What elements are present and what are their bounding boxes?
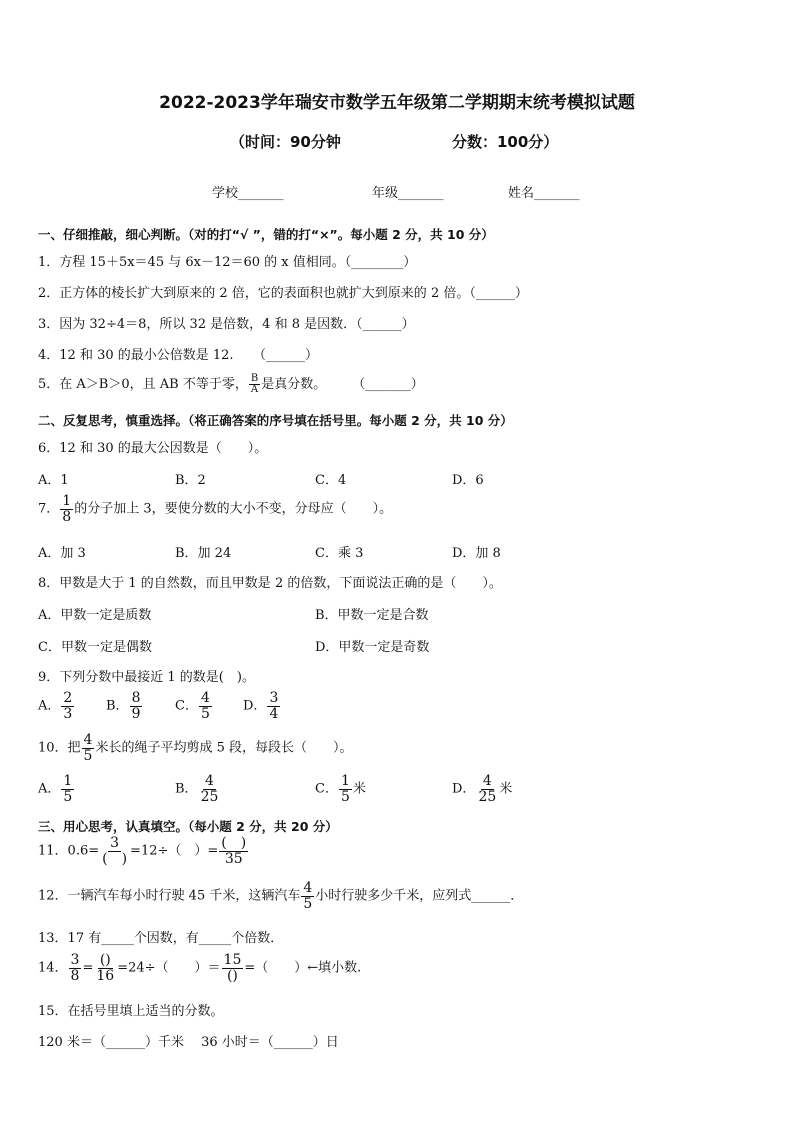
- q9-option-c: [175, 691, 213, 721]
- option-label: B．: [106, 698, 129, 714]
- question-7-post: 的分子加上 3，要使分数的大小不变，分母应（ ）。: [74, 501, 393, 517]
- question-12-pre: 12．一辆汽车每小时行驶 45 千米，这辆汽车: [38, 888, 301, 904]
- question-11: [38, 836, 249, 866]
- grade-field: 年级_______: [372, 186, 444, 201]
- fraction-numerator: 2: [63, 690, 73, 706]
- q8-option-b: B．甲数一定是合数: [315, 608, 429, 623]
- q7-option-a: A．加 3: [38, 546, 86, 561]
- exam-time: （时间：90分钟: [230, 133, 341, 151]
- fraction-denominator: 3: [63, 705, 73, 722]
- question-6: 6．12 和 30 的最大公因数是（ ）。: [38, 441, 268, 456]
- question-14-mid: =24÷（ ）＝: [117, 960, 221, 976]
- fraction-numerator: 15: [223, 952, 242, 968]
- exam-score: 分数：100分）: [452, 133, 559, 151]
- option-unit: 米: [499, 781, 513, 797]
- question-2: 2．正方体的棱长扩大到原来的 2 倍，它的表面积也就扩大到原来的 2 倍。（______）: [38, 286, 528, 301]
- question-11-mid: =12÷（ ）=: [130, 843, 219, 859]
- q10-option-d: [452, 774, 512, 804]
- fraction-numerator: 3: [70, 952, 80, 968]
- option-fraction: [476, 774, 498, 804]
- fraction-blank-1: [100, 836, 129, 866]
- fraction-denominator: ( ): [102, 850, 128, 867]
- question-15: 15．在括号里填上适当的分数。: [38, 1004, 224, 1019]
- q9-option-d: [243, 691, 281, 721]
- fraction-denominator: 35: [224, 850, 243, 867]
- q7-option-c: C．乘 3: [315, 546, 364, 561]
- q7-option-b: B．加 24: [175, 546, 232, 561]
- q8-option-a: A．甲数一定是质数: [38, 608, 152, 623]
- q10-option-a: [38, 774, 75, 804]
- option-label: B．: [175, 781, 198, 797]
- q6-option-c: C．4: [315, 473, 347, 488]
- question-5-pre: 5．在 A＞B＞0，且 AB 不等于零，: [38, 377, 248, 392]
- fraction-numerator: 3: [110, 835, 120, 851]
- option-fraction: [61, 774, 74, 804]
- question-10-post: 米长的绳子平均剪成 5 段，每段长（ ）。: [95, 740, 353, 756]
- q6-option-a: A．1: [38, 473, 69, 488]
- fraction-blank-over-16: [94, 953, 116, 983]
- fraction-15-over-blank: [222, 953, 244, 983]
- section2-heading: 二、反复思考，慎重选择。（将正确答案的序号填在括号里。每小题 2 分，共 10 分）: [38, 413, 513, 428]
- fraction-numerator: ( ): [221, 835, 247, 851]
- school-field: 学校_______: [212, 186, 284, 201]
- question-5: [38, 373, 424, 396]
- fraction-numerator: 4: [200, 690, 210, 706]
- fraction-numerator: 4: [303, 880, 313, 896]
- q7-option-d: D．加 8: [452, 546, 501, 561]
- question-9: 9．下列分数中最接近 1 的数是( )。: [38, 670, 255, 685]
- fraction-numerator: 4: [205, 773, 214, 789]
- equals-sign: =: [82, 960, 94, 976]
- question-1: 1．方程 15＋5x＝45 与 6x－12＝60 的 x 值相同。（________）: [38, 255, 417, 270]
- fraction-denominator: 5: [83, 747, 93, 764]
- section1-heading: 一、仔细推敲，细心判断。（对的打“√ ”，错的打“×”。每小题 2 分，共 10 分）: [38, 227, 494, 242]
- name-field: 姓名_______: [508, 186, 580, 201]
- question-4: 4．12 和 30 的最小公倍数是 12. （______）: [38, 348, 319, 363]
- question-14-pre: 14．: [38, 960, 68, 976]
- option-label: C．: [315, 781, 338, 797]
- option-label: C．: [175, 698, 198, 714]
- question-7: [38, 494, 392, 524]
- fraction-numerator: 1: [63, 773, 73, 789]
- fraction-denominator: 5: [200, 705, 210, 722]
- fraction-denominator: 8: [62, 508, 72, 525]
- fraction-numerator: (): [99, 952, 111, 968]
- q8-option-d: D．甲数一定是奇数: [315, 640, 430, 655]
- fraction-denominator: 25: [200, 788, 219, 805]
- fraction-denominator: 5: [303, 895, 313, 912]
- option-unit: 米: [352, 781, 366, 797]
- question-8: 8．甲数是大于 1 的自然数，而且甲数是 2 的倍数，下面说法正确的是（ ）。: [38, 576, 502, 591]
- question-13: 13．17 有_____个因数，有_____个倍数．: [38, 931, 284, 946]
- fraction-numerator: 1: [62, 493, 72, 509]
- option-label: D．: [452, 781, 476, 797]
- fraction-denominator: 25: [478, 788, 497, 805]
- fraction-denominator: 9: [131, 705, 141, 722]
- option-fraction: [61, 691, 74, 721]
- option-fraction: [130, 691, 143, 721]
- section3-heading: 三、用心思考，认真填空。（每小题 2 分，共 20 分）: [38, 819, 338, 834]
- question-15-blanks: 120 米＝（______）千米 36 小时＝（______）日: [38, 1035, 339, 1050]
- question-11-pre: 11．0.6=: [38, 843, 100, 859]
- fraction-denominator: 5: [340, 788, 350, 805]
- q10-option-b: [175, 774, 221, 804]
- fraction-denominator: 5: [63, 788, 73, 805]
- option-label: A．: [38, 781, 61, 797]
- fraction-blank-2: [219, 836, 248, 866]
- question-5-post: 是真分数。 （_______）: [261, 377, 424, 392]
- fraction-denominator: 8: [70, 967, 80, 984]
- fraction-numerator: 4: [83, 732, 93, 748]
- fraction-denominator: 16: [96, 967, 115, 984]
- question-3: 3．因为 32÷4＝8，所以 32 是倍数，4 和 8 是因数．（______）: [38, 317, 415, 332]
- option-fraction: [339, 774, 352, 804]
- question-12-post: 小时行驶多少千米，应列式______．: [315, 888, 524, 904]
- fraction-four-fifths: [82, 733, 95, 763]
- fraction-numerator: 4: [482, 773, 492, 789]
- q6-option-d: D．6: [452, 473, 484, 488]
- option-fraction: [199, 774, 221, 804]
- q9-option-b: [106, 691, 143, 721]
- fraction-denominator: A: [250, 384, 259, 395]
- question-14: [38, 953, 361, 983]
- fraction-three-eighths: [69, 953, 82, 983]
- question-7-pre: 7．: [38, 501, 60, 517]
- q10-option-c: [315, 774, 366, 804]
- fraction-numerator: 3: [269, 690, 279, 706]
- option-fraction: [267, 691, 280, 721]
- fraction-numerator: 1: [340, 773, 350, 789]
- fraction-four-fifths: [301, 881, 314, 911]
- fraction-numerator: B: [250, 372, 259, 384]
- option-label: A．: [38, 698, 61, 714]
- option-fraction: [199, 691, 212, 721]
- fraction-one-eighth: [60, 494, 73, 524]
- q8-option-c: C．甲数一定是偶数: [38, 640, 152, 655]
- question-10-pre: 10．把: [38, 740, 81, 756]
- fraction-numerator: 8: [131, 690, 141, 706]
- question-14-post: =（ ）←填小数.: [244, 960, 362, 976]
- q6-option-b: B．2: [175, 473, 206, 488]
- q9-option-a: [38, 691, 75, 721]
- fraction-b-over-a: [249, 374, 260, 396]
- option-label: D．: [243, 698, 267, 714]
- question-10: [38, 733, 353, 763]
- page-title: 2022-2023学年瑞安市数学五年级第二学期期末统考模拟试题: [159, 93, 635, 113]
- fraction-denominator: (): [226, 967, 238, 984]
- question-12: [38, 881, 523, 911]
- fraction-denominator: 4: [269, 705, 279, 722]
